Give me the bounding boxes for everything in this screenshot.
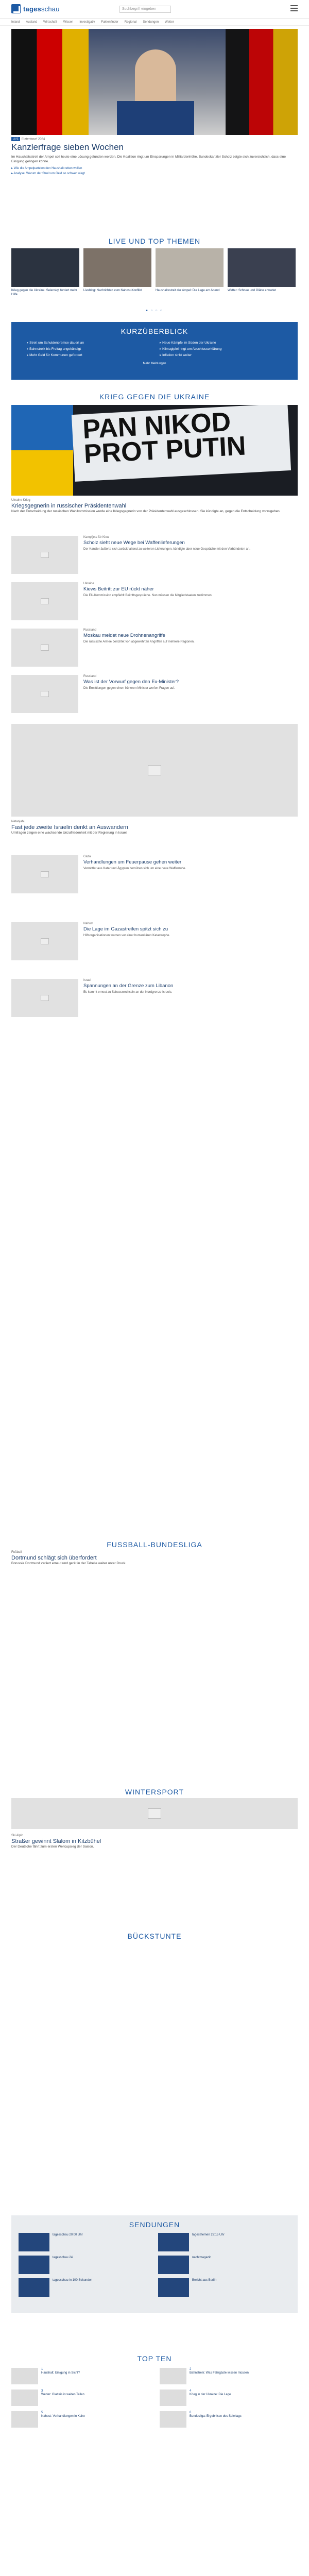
list-item[interactable]: Kampfjets für Kiew Scholz sieht neue Wege bei Waffenlieferungen Der Kanzler äußerte sich zurückhaltend zu weiteren Lieferungen, kündigte aber neue Gespräche mit den Verbündeten an. (11, 536, 298, 574)
search-input[interactable]: Suchbegriff eingeben (119, 6, 171, 13)
list-item[interactable]: Gaza Verhandlungen um Feuerpause gehen weiter Vermittler aus Katar und Ägypten bemühen sich um eine neue Waffenruhe. (11, 855, 298, 893)
site-header (0, 0, 309, 26)
nav-item[interactable]: Faktenfinder (101, 21, 118, 24)
top-item[interactable]: 6 Bundesliga: Ergebnisse des Spieltags (160, 2411, 298, 2428)
sendungen-box: SENDUNGEN tagesschau 20:00 Uhr tagesthemen 22:15 Uhr tagesschau 24 nachtmagazin tagesschau in 100 Sekunden Bericht aus Berlin (11, 2215, 298, 2313)
carousel-card[interactable]: Wetter: Schnee und Glätte erwartet (228, 248, 296, 297)
wintersport-image[interactable] (11, 1798, 298, 1829)
top-item[interactable]: 2 Bahnstreik: Was Fahrgäste wissen müssen (160, 2368, 298, 2384)
list-item[interactable]: Ukraine Kiews Beitritt zur EU rückt näher Die EU-Kommission empfiehlt Beitrittsgespräche. Nun müssen die Mitgliedstaaten zustimmen. (11, 582, 298, 620)
ukraine-hero-image[interactable]: PAN NIKOD PROT PUTIN (11, 405, 298, 496)
list-item[interactable]: Russland Moskau meldet neue Drohnenangriffe Die russische Armee berichtet von abgewehrten Angriffen auf mehrere Regionen. (11, 629, 298, 667)
logo-icon (11, 4, 21, 13)
sendung-card[interactable]: Bericht aus Berlin (158, 2278, 290, 2297)
kurz-item[interactable]: ▸ Bahnstreik bis Freitag angekündigt (27, 347, 149, 351)
sendung-card[interactable]: tagesthemen 22:15 Uhr (158, 2233, 290, 2251)
wintersport-lead: Ski Alpin Straßer gewinnt Slalom in Kitzbühel Der Deutsche fährt zum ersten Weltcupsieg der Saison. (11, 1834, 101, 1849)
hero-text: LIVE Etatentwurf 2024 Kanzlerfrage sieben Wochen Im Haushaltsstreit der Ampel soll heute eine Lösung gefunden werden. Die Koalition ringt um Einsparungen in Milliardenhöhe. Bundeskanzler Scholz zeigte sich zuversichtlich, dass eine Einigung gelingen könne. ▸ Wie die Ampelparteien den Haushalt retten wollen ▸ Analyse: Warum der Streit um Geld so schwer wiegt (11, 137, 298, 176)
nav-item[interactable]: Wirtschaft (43, 21, 57, 24)
nav-item[interactable]: Investigativ (79, 21, 95, 24)
section-title-ukraine: KRIEG GEGEN DIE UKRAINE (99, 393, 210, 401)
carousel-dots[interactable]: ● ○ ○ ○ (146, 309, 163, 312)
israel-lead: Netanjahu Fast jede zweite Israelin denkt an Auswandern Umfragen zeigen eine wachsende Unzufriedenheit mit der Regierung in Israel. (11, 820, 128, 835)
sendung-card[interactable]: tagesschau 20:00 Uhr (19, 2233, 151, 2251)
hero-teaser: Im Haushaltsstreit der Ampel soll heute eine Lösung gefunden werden. Die Koalition ringt um Einsparungen in Milliardenhöhe. Bundeskanzler Scholz zeigte sich zuversichtlich, dass eine Einigung gelingen könne. (11, 155, 286, 163)
live-badge: LIVE (11, 137, 20, 141)
bundesliga-lead: Fußball Dortmund schlägt sich überfordert Borussia Dortmund verliert erneut und gerät in der Tabelle weiter unter Druck. (11, 1551, 127, 1565)
section-title-live: LIVE UND TOP THEMEN (108, 237, 201, 245)
main-nav (0, 19, 309, 26)
hero-related-links (11, 166, 298, 176)
nav-item[interactable]: Wetter (165, 21, 174, 24)
list-item[interactable]: Russland Was ist der Vorwurf gegen den Ex-Minister? Die Ermittlungen gegen einen früheren Minister werfen Fragen auf. (11, 675, 298, 713)
section-title-bundesliga: FUSSBALL-BUNDESLIGA (107, 1540, 202, 1549)
list-item[interactable]: Nahost Die Lage im Gazastreifen spitzt sich zu Hilfsorganisationen warnen vor einer humanitären Katastrophe. (11, 922, 298, 960)
top-item[interactable]: 3 Wetter: Glatteis in weiten Teilen (11, 2389, 149, 2406)
hero-image[interactable] (11, 29, 298, 135)
kurz-item[interactable]: ▸ Klimagipfel ringt um Abschlusserklärung (160, 347, 282, 351)
top-bar (0, 0, 309, 19)
ukraine-lead: Ukraine-Krieg Kriegsgegnerin in russischer Präsidentenwahl Nach der Entscheidung der russischen Wahlkommission wurde eine Kriegsgegnerin von der Präsidentenwahl ausgeschlossen. Sie kündigte an, gegen die Entscheidung vorzugehen. (11, 499, 298, 514)
carousel-card[interactable]: Liveblog: Nachrichten zum Nahost-Konflikt (83, 248, 151, 297)
ukraine-headline[interactable]: Kriegsgegnerin in russischer Präsidentenwahl (11, 503, 127, 509)
kurz-title: KURZÜBERBLICK (121, 327, 188, 335)
carousel-card[interactable]: Krieg gegen die Ukraine: Selenskyj fordert mehr Hilfe (11, 248, 79, 297)
logo[interactable]: tagesschau (11, 4, 60, 13)
live-carousel (11, 248, 298, 297)
kurzueberblick-box (11, 322, 298, 380)
top-item[interactable]: 5 Nahost: Verhandlungen in Kairo (11, 2411, 149, 2428)
nav-item[interactable]: Ausland (26, 21, 38, 24)
top-item[interactable]: 1 Haushalt: Einigung in Sicht? (11, 2368, 149, 2384)
video-placeholder[interactable] (11, 724, 298, 817)
kurz-item[interactable]: ▸ Neue Kämpfe im Süden der Ukraine (160, 341, 282, 345)
kurz-item[interactable]: ▸ Streit um Schuldenbremse dauert an (27, 341, 149, 345)
menu-icon[interactable] (290, 5, 298, 11)
kurz-item[interactable]: ▸ Mehr Geld für Kommunen gefordert (27, 353, 149, 357)
list-item[interactable]: Israel Spannungen an der Grenze zum Libanon Es kommt erneut zu Schusswechseln an der Nordgrenze Israels. (11, 979, 298, 1017)
sendung-card[interactable]: tagesschau in 100 Sekunden (19, 2278, 151, 2297)
hero-headline[interactable]: Kanzlerfrage sieben Wochen (11, 142, 124, 152)
section-title-boxen: BÜCKSTUNTE (127, 1932, 182, 1940)
nav-item[interactable]: Wissen (63, 21, 74, 24)
related-link[interactable]: ▸ Analyse: Warum der Streit um Geld so schwer wiegt (11, 171, 298, 176)
nav-item[interactable]: Regional (124, 21, 137, 24)
top-ten: TOP TEN 1 Haushalt: Einigung in Sicht? 2 Bahnstreik: Was Fahrgäste wissen müssen 3 Wetter: Glatteis in weiten Teilen 4 Krieg in der Ukraine: Die Lage 5 Nahost: Verhandlungen in Kairo 6 Bundesliga: Ergebnisse des Spieltags (11, 2354, 298, 2428)
sendung-card[interactable]: tagesschau 24 (19, 2256, 151, 2274)
carousel-card[interactable]: Haushaltsstreit der Ampel: Die Lage am Abend (156, 248, 224, 297)
sendung-card[interactable]: nachtmagazin (158, 2256, 290, 2274)
section-title-wintersport: WINTERSPORT (125, 1788, 184, 1796)
nav-item[interactable]: Inland (11, 21, 20, 24)
kurz-item[interactable]: ▸ Inflation sinkt weiter (160, 353, 282, 357)
related-link[interactable]: ▸ Wie die Ampelparteien den Haushalt retten wollen (11, 166, 298, 171)
nav-item[interactable]: Sendungen (143, 21, 159, 24)
top-item[interactable]: 4 Krieg in der Ukraine: Die Lage (160, 2389, 298, 2406)
kurz-more-link[interactable]: Mehr Meldungen (143, 362, 166, 365)
